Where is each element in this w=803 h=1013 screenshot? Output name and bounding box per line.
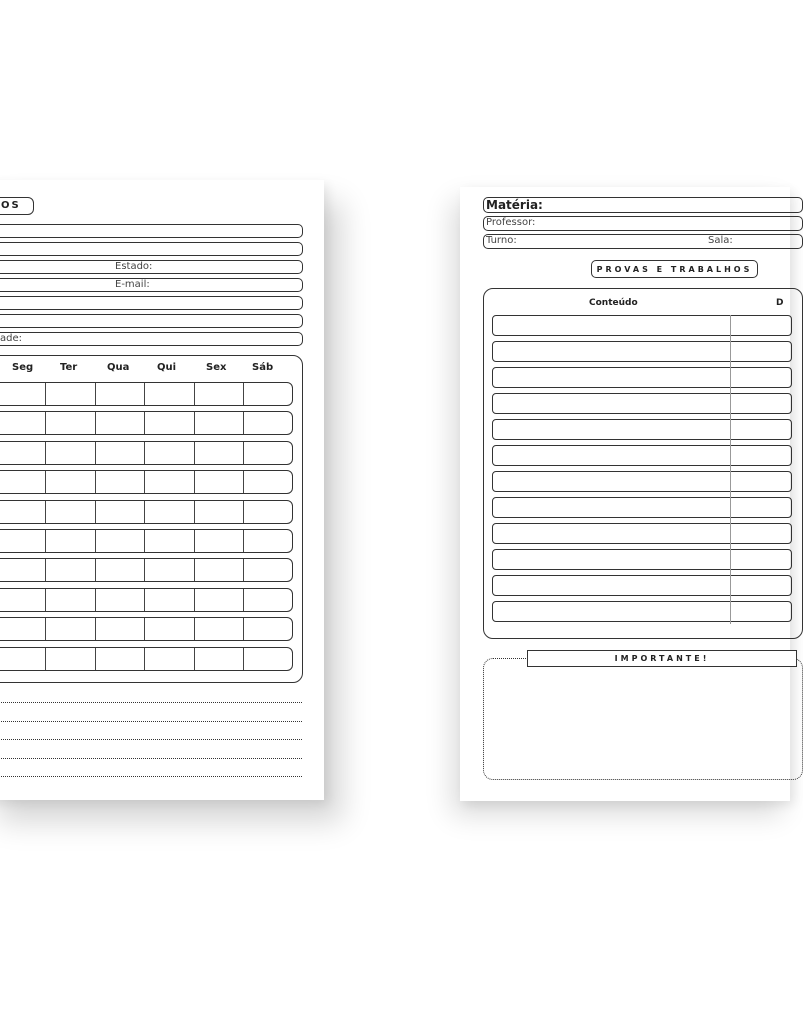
professor-label: Professor: (486, 217, 536, 228)
schedule-cell-divider (45, 383, 46, 405)
schedule-cell-divider (144, 501, 145, 523)
schedule-row[interactable] (0, 558, 293, 582)
day-header-qui: Qui (157, 362, 177, 373)
note-line[interactable] (0, 776, 302, 777)
schedule-cell-divider (45, 442, 46, 464)
schedule-cell-divider (144, 618, 145, 640)
form-field-cidade[interactable] (0, 332, 303, 346)
schedule-cell-divider (95, 442, 96, 464)
provas-row[interactable] (492, 601, 792, 622)
day-header-ter: Ter (60, 362, 78, 373)
schedule-row[interactable] (0, 470, 293, 494)
provas-row[interactable] (492, 341, 792, 362)
page-title: OS (1, 200, 21, 211)
schedule-cell-divider (194, 412, 195, 434)
schedule-cell-divider (95, 412, 96, 434)
schedule-cell-divider (95, 648, 96, 670)
schedule-cell-divider (144, 589, 145, 611)
provas-row[interactable] (492, 471, 792, 492)
provas-row[interactable] (492, 393, 792, 414)
schedule-cell-divider (194, 559, 195, 581)
schedule-cell-divider (45, 412, 46, 434)
table-column-divider (730, 315, 731, 624)
form-field-5[interactable] (0, 296, 303, 310)
schedule-cell-divider (95, 530, 96, 552)
schedule-cell-divider (243, 501, 244, 523)
schedule-row[interactable] (0, 588, 293, 612)
provas-row[interactable] (492, 549, 792, 570)
schedule-cell-divider (95, 618, 96, 640)
importante-title-box (527, 650, 797, 667)
estado-label: Estado: (115, 261, 153, 272)
provas-title-box (591, 260, 758, 278)
schedule-row[interactable] (0, 647, 293, 671)
schedule-cell-divider (144, 383, 145, 405)
provas-row[interactable] (492, 445, 792, 466)
turno-label: Turno: (486, 235, 517, 246)
left-planner-page (0, 180, 324, 800)
schedule-cell-divider (243, 648, 244, 670)
professor-field[interactable] (483, 216, 803, 231)
schedule-row[interactable] (0, 500, 293, 524)
schedule-cell-divider (243, 471, 244, 493)
schedule-cell-divider (45, 648, 46, 670)
schedule-cell-divider (95, 471, 96, 493)
schedule-cell-divider (45, 618, 46, 640)
materia-label: Matéria: (486, 198, 543, 212)
schedule-row[interactable] (0, 382, 293, 406)
schedule-cell-divider (194, 442, 195, 464)
schedule-cell-divider (243, 442, 244, 464)
schedule-cell-divider (194, 530, 195, 552)
schedule-cell-divider (194, 383, 195, 405)
schedule-cell-divider (194, 471, 195, 493)
schedule-row[interactable] (0, 617, 293, 641)
col-data-header: D (776, 298, 784, 308)
schedule-cell-divider (144, 648, 145, 670)
note-line[interactable] (0, 758, 302, 759)
schedule-cell-divider (45, 501, 46, 523)
schedule-cell-divider (45, 559, 46, 581)
weekly-schedule (0, 355, 303, 683)
schedule-cell-divider (95, 589, 96, 611)
sala-label: Sala: (708, 235, 733, 246)
schedule-cell-divider (144, 442, 145, 464)
provas-row[interactable] (492, 367, 792, 388)
cidade-label: ade: (0, 333, 22, 344)
schedule-cell-divider (45, 530, 46, 552)
schedule-cell-divider (45, 589, 46, 611)
note-line[interactable] (0, 739, 302, 740)
day-header-seg: Seg (12, 362, 34, 373)
schedule-cell-divider (144, 471, 145, 493)
provas-row[interactable] (492, 497, 792, 518)
note-line[interactable] (0, 702, 302, 703)
provas-row[interactable] (492, 523, 792, 544)
provas-row[interactable] (492, 575, 792, 596)
schedule-cell-divider (144, 412, 145, 434)
schedule-cell-divider (194, 618, 195, 640)
right-planner-page (460, 187, 790, 801)
materia-field[interactable] (483, 197, 803, 213)
day-header-sex: Sex (206, 362, 227, 373)
email-label: E-mail: (115, 279, 150, 290)
schedule-row[interactable] (0, 529, 293, 553)
schedule-cell-divider (194, 501, 195, 523)
schedule-cell-divider (95, 501, 96, 523)
provas-table (483, 288, 803, 639)
schedule-cell-divider (144, 559, 145, 581)
schedule-cell-divider (45, 471, 46, 493)
form-field-email[interactable] (0, 278, 303, 292)
form-field-1[interactable] (0, 224, 303, 238)
schedule-row[interactable] (0, 441, 293, 465)
turno-sala-field[interactable] (483, 234, 803, 249)
schedule-cell-divider (144, 530, 145, 552)
schedule-row[interactable] (0, 411, 293, 435)
provas-title: PROVAS E TRABALHOS (596, 265, 753, 274)
page-title-box (0, 197, 34, 215)
day-header-sab: Sáb (252, 362, 274, 373)
schedule-cell-divider (243, 530, 244, 552)
schedule-cell-divider (243, 559, 244, 581)
schedule-cell-divider (243, 589, 244, 611)
schedule-cell-divider (95, 383, 96, 405)
schedule-cell-divider (243, 412, 244, 434)
note-line[interactable] (0, 721, 302, 722)
provas-row[interactable] (492, 315, 792, 336)
schedule-cell-divider (95, 559, 96, 581)
form-field-6[interactable] (0, 314, 303, 328)
schedule-cell-divider (194, 648, 195, 670)
col-conteudo-header: Conteúdo (589, 298, 638, 308)
schedule-cell-divider (243, 383, 244, 405)
day-header-qua: Qua (107, 362, 130, 373)
schedule-cell-divider (194, 589, 195, 611)
provas-row[interactable] (492, 419, 792, 440)
importante-box[interactable] (483, 658, 803, 780)
form-field-estado[interactable] (0, 260, 303, 274)
importante-title: IMPORTANTE! (614, 654, 710, 663)
schedule-cell-divider (243, 618, 244, 640)
form-field-2[interactable] (0, 242, 303, 256)
